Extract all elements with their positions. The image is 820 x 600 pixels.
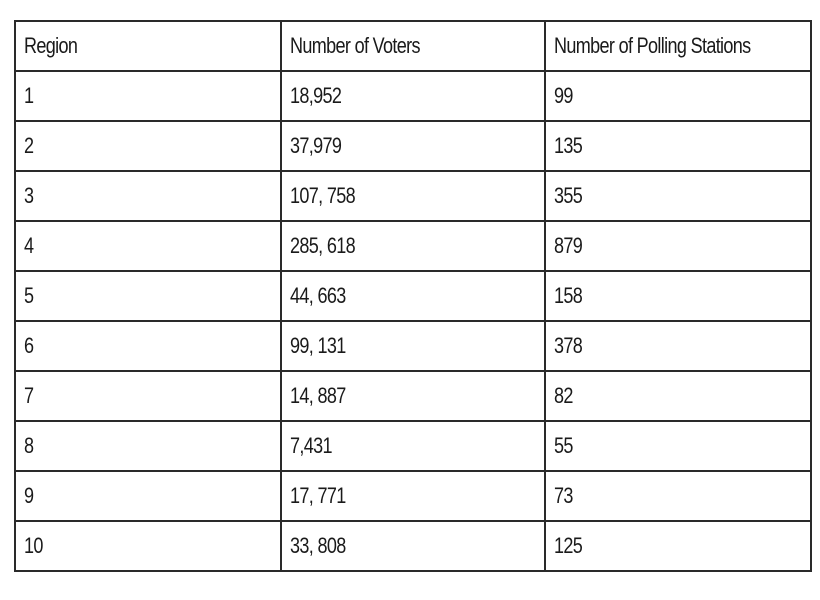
- region-cell: 6: [15, 321, 281, 371]
- region-cell: 9: [15, 471, 281, 521]
- region-cell: 5: [15, 271, 281, 321]
- voters-table: [14, 20, 812, 572]
- region-cell: 8: [15, 421, 281, 471]
- header-number-of-voters: Number of Voters: [281, 21, 545, 71]
- voters-cell: 44, 663: [281, 271, 545, 321]
- table-row: [15, 371, 811, 421]
- region-cell: 4: [15, 221, 281, 271]
- region-cell: 10: [15, 521, 281, 571]
- header-region: Region: [15, 21, 281, 71]
- region-cell: 2: [15, 121, 281, 171]
- table-row: [15, 221, 811, 271]
- region-cell: 7: [15, 371, 281, 421]
- voters-cell: 285, 618: [281, 221, 545, 271]
- polling-stations-cell: 158: [545, 271, 811, 321]
- table-row: [15, 421, 811, 471]
- polling-stations-cell: 355: [545, 171, 811, 221]
- table-row: [15, 321, 811, 371]
- polling-stations-cell: 73: [545, 471, 811, 521]
- voters-cell: 17, 771: [281, 471, 545, 521]
- header-number-of-polling-stations: Number of Polling Stations: [545, 21, 811, 71]
- polling-stations-cell: 135: [545, 121, 811, 171]
- voters-cell: 37,979: [281, 121, 545, 171]
- table-row: [15, 271, 811, 321]
- table-row: [15, 471, 811, 521]
- table-row: [15, 521, 811, 571]
- table-row: [15, 71, 811, 121]
- polling-stations-cell: 82: [545, 371, 811, 421]
- polling-stations-cell: 99: [545, 71, 811, 121]
- voters-cell: 99, 131: [281, 321, 545, 371]
- polling-stations-cell: 378: [545, 321, 811, 371]
- polling-stations-cell: 879: [545, 221, 811, 271]
- polling-stations-cell: 55: [545, 421, 811, 471]
- table-row: [15, 171, 811, 221]
- region-cell: 1: [15, 71, 281, 121]
- voters-cell: 18,952: [281, 71, 545, 121]
- voters-cell: 107, 758: [281, 171, 545, 221]
- table-row: [15, 121, 811, 171]
- region-cell: 3: [15, 171, 281, 221]
- voters-cell: 14, 887: [281, 371, 545, 421]
- polling-stations-cell: 125: [545, 521, 811, 571]
- voters-cell: 7,431: [281, 421, 545, 471]
- table-header-row: [15, 21, 811, 71]
- voters-cell: 33, 808: [281, 521, 545, 571]
